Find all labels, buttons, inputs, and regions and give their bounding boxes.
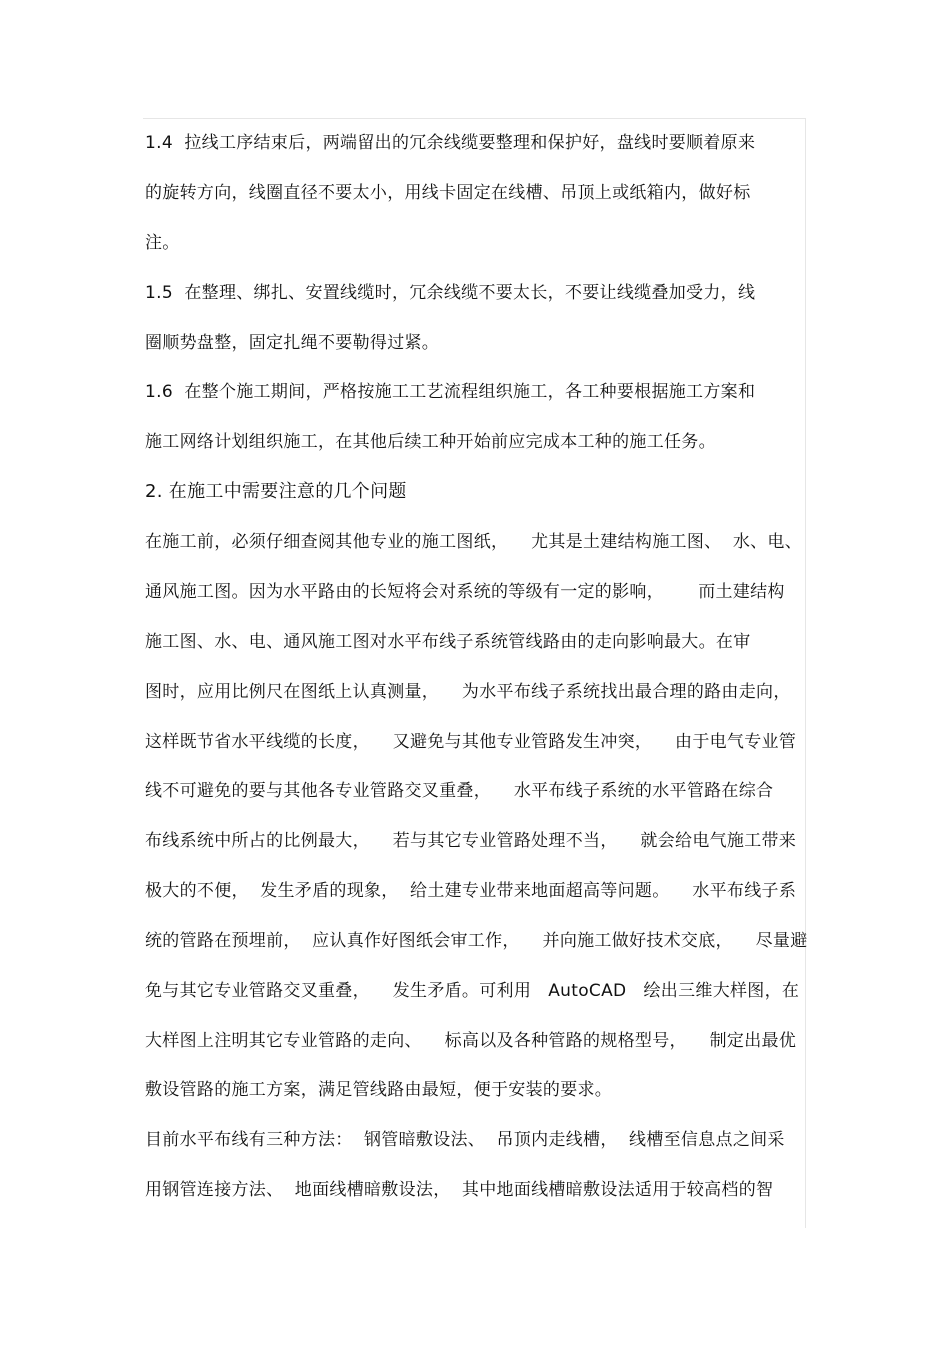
text-line: 极大的不便， 发生矛盾的现象， 给土建专业带来地面超高等问题。 水平布线子系 bbox=[145, 881, 797, 901]
text-line: 注。 bbox=[145, 233, 180, 253]
text-line: 圈顺势盘整，固定扎绳不要勒得过紧。 bbox=[145, 333, 440, 353]
text-line: 目前水平布线有三种方法： 钢管暗敷设法、 吊顶内走线槽， 线槽至信息点之间采 bbox=[145, 1130, 785, 1150]
text-line: 用钢管连接方法、 地面线槽暗敷设法， 其中地面线槽暗敷设法适用于较高档的智 bbox=[145, 1180, 774, 1200]
text-line: 图时，应用比例尺在图纸上认真测量， 为水平布线子系统找出最合理的路由走向， bbox=[145, 682, 791, 702]
text-line: 施工网络计划组织施工，在其他后续工种开始前应完成本工种的施工任务。 bbox=[145, 432, 716, 452]
text-line: 统的管路在预埋前， 应认真作好图纸会审工作， 并向施工做好技术交底， 尽量避 bbox=[145, 931, 808, 951]
text-line: 大样图上注明其它专业管路的走向、 标高以及各种管路的规格型号， 制定出最优 bbox=[145, 1031, 797, 1051]
text-line: 布线系统中所占的比例最大， 若与其它专业管路处理不当， 就会给电气施工带来 bbox=[145, 831, 797, 851]
text-line: 1.5 在整理、绑扎、安置线缆时，冗余线缆不要太长，不要让线缆叠加受力，线 bbox=[145, 283, 756, 303]
text-line: 免与其它专业管路交叉重叠， 发生矛盾。可利用 AutoCAD 绘出三维大样图，在 bbox=[145, 981, 800, 1001]
text-line: 通风施工图。因为水平路由的长短将会对系统的等级有一定的影响， 而土建结构 bbox=[145, 582, 785, 602]
text-line: 1.6 在整个施工期间，严格按施工工艺流程组织施工，各工种要根据施工方案和 bbox=[145, 382, 756, 402]
text-line: 在施工前，必须仔细查阅其他专业的施工图纸， 尤其是土建结构施工图、 水、电、 bbox=[145, 532, 803, 552]
text-line: 线不可避免的要与其他各专业管路交叉重叠， 水平布线子系统的水平管路在综合 bbox=[145, 781, 774, 801]
text-line: 的旋转方向，线圈直径不要太小，用线卡固定在线槽、吊顶上或纸箱内，做好标 bbox=[145, 183, 751, 203]
text-line: 这样既节省水平线缆的长度， 又避免与其他专业管路发生冲突， 由于电气专业管 bbox=[145, 732, 797, 752]
text-line: 施工图、水、电、通风施工图对水平布线子系统管线路由的走向影响最大。在审 bbox=[145, 632, 751, 652]
section-heading: 2. 在施工中需要注意的几个问题 bbox=[145, 481, 407, 502]
text-line: 1.4 拉线工序结束后，两端留出的冗余线缆要整理和保护好，盘线时要顺着原来 bbox=[145, 133, 756, 153]
text-line: 敷设管路的施工方案，满足管线路由最短，便于安装的要求。 bbox=[145, 1080, 613, 1100]
